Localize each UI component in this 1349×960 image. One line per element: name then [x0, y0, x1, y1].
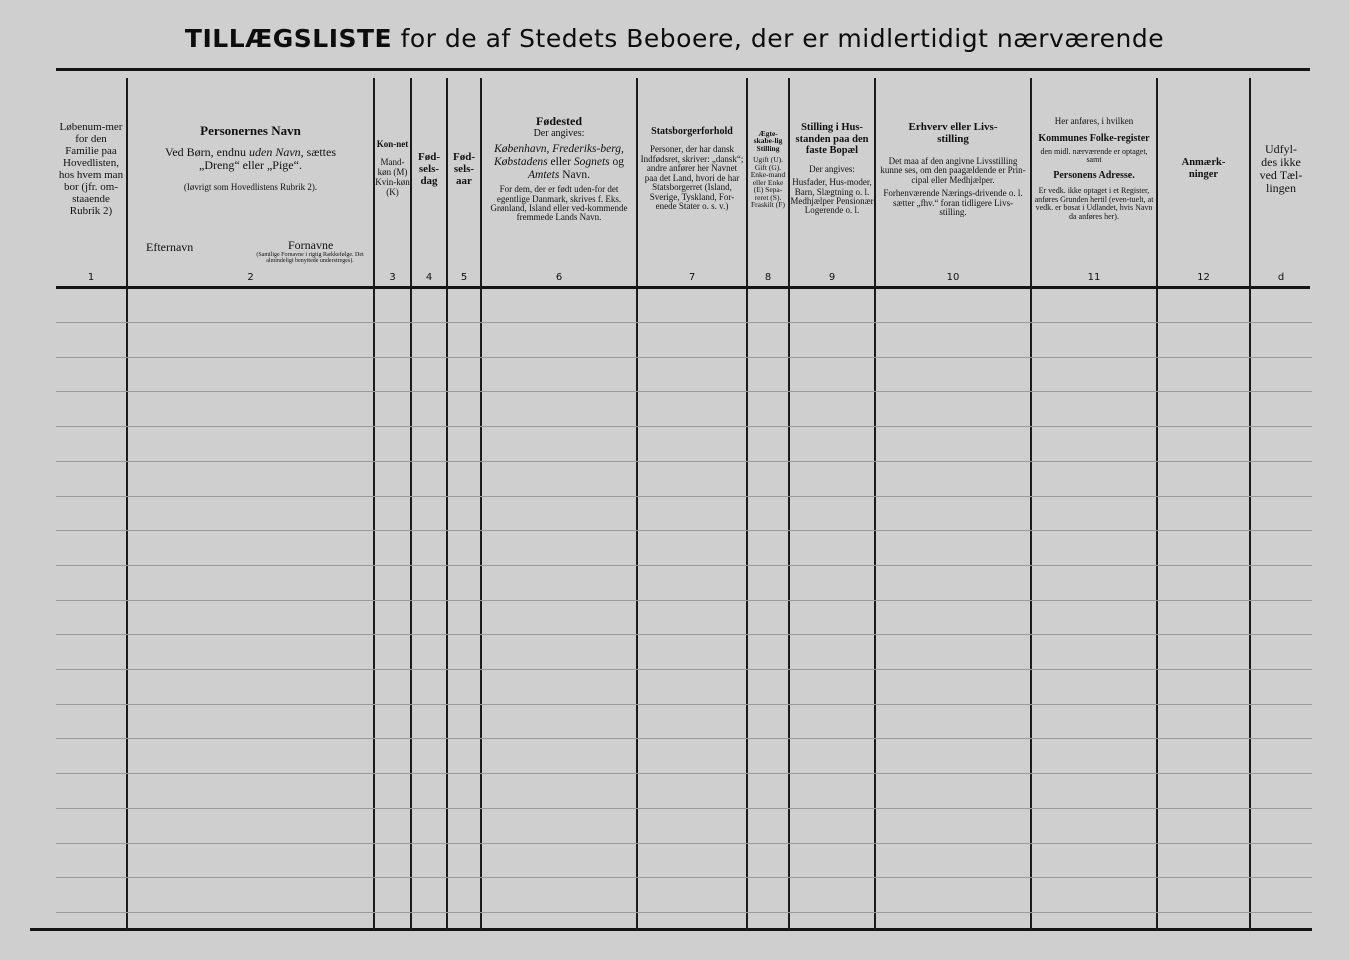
entry-row-line: [56, 912, 1312, 913]
header-col-4-text: Fød-sels-dag: [418, 150, 440, 188]
header-col-6: [482, 78, 636, 260]
header-col-6-ital2: Sognets: [573, 155, 610, 168]
header-col-6-navn: Navn.: [562, 168, 590, 181]
header-col-11-title: Kommunes Folke-register: [1038, 132, 1150, 144]
header-col-7-title: Statsborgerforhold: [651, 126, 733, 138]
col-number-8: 8: [764, 272, 772, 283]
header-col-11: [1032, 78, 1156, 260]
col-number-11: 11: [1087, 272, 1101, 283]
col-number-4: 4: [425, 272, 433, 283]
col-number-5: 5: [460, 272, 468, 283]
header-col-6-og: og: [612, 155, 624, 168]
header-col-11-top: Her anføres, i hvilken: [1054, 116, 1134, 127]
header-col-10-p1: Det maa af den angivne Livsstilling kunne ses, om den paagældende er Prin-cipal eller Medhjælper.: [880, 155, 1026, 185]
header-col-3-title: Kon-net: [376, 139, 409, 150]
entry-row-line: [56, 773, 1312, 774]
entry-row-line: [56, 496, 1312, 497]
entry-row-line: [56, 704, 1312, 705]
entry-row-line: [56, 322, 1312, 323]
header-col-2-title: Personernes Navn: [200, 123, 301, 138]
header-col-6-ital1: København, Frederiks-berg, Købstadens: [493, 143, 624, 168]
header-col-11-title2: Personens Adresse.: [1053, 170, 1135, 182]
header-col-11-mid: den midl. nærværende er optaget, samt: [1040, 146, 1148, 164]
col-number-3: 3: [389, 272, 396, 283]
entry-row-line: [56, 843, 1312, 844]
header-col-6-sub: Der angives:: [533, 128, 585, 140]
header-col-9-sub: Der angives:: [809, 163, 855, 174]
col-number-9: 9: [828, 272, 836, 283]
header-col-6-eller: eller: [550, 155, 571, 168]
entry-row-line: [56, 600, 1312, 601]
col-number-10: 10: [946, 272, 960, 283]
header-col-2-sub-left: Efternavn: [146, 240, 194, 254]
header-col-8-body: Ugift (U). Gift (G). Enke-mand eller Enke (E) Sepa-reret (S). Fraskilt (F): [750, 155, 786, 209]
header-col-d-text: Udfyl-des ikke ved Tæl-lingen: [1259, 141, 1303, 196]
header-col-2-line1b: uden Navn,: [249, 145, 304, 160]
col-number-6: 6: [555, 272, 563, 283]
entry-row-line: [56, 808, 1312, 809]
header-col-2-line2: „Dreng“ eller „Pige“.: [199, 158, 302, 173]
header-col-10-p2: Forhenværende Nærings-drivende o. l. sætter „fhv.“ foran tidligere Livs-stilling.: [883, 188, 1023, 217]
header-col-8-title: Ægte-skabe-lig Stilling: [753, 128, 783, 153]
header-col-6-ital3: Amtets: [528, 168, 560, 181]
col-number-2: 2: [247, 272, 254, 283]
entry-row-line: [56, 565, 1312, 566]
entry-row-line: [56, 391, 1312, 392]
entry-row-line: [56, 634, 1312, 635]
form-title-rest: for de af Stedets Beboere, der er midlertidigt nærværende: [392, 24, 1165, 53]
header-col-10: [876, 78, 1030, 260]
col-number-7: 7: [688, 272, 696, 283]
header-col-5: [448, 78, 480, 260]
header-col-1: [56, 78, 126, 260]
header-col-2-line1c: sættes: [306, 145, 336, 160]
form-title-bold: TILLÆGSLISTE: [184, 24, 393, 53]
header-col-8: [748, 78, 788, 260]
header-col-3-body: Mand-køn (M) Kvin-køn (K): [375, 157, 410, 197]
header-col-2-note: (Iøvrigt som Hovedlistens Rubrik 2).: [183, 181, 318, 192]
col-number-d: d: [1277, 272, 1285, 283]
header-col-6-title: Fødested: [536, 114, 582, 129]
header-col-2-sub-right-note: (Samtlige Fornavne i rigtig Rækkefølge. Det almindeligt benyttede understreges).: [256, 252, 364, 264]
entry-row-line: [56, 669, 1312, 670]
header-col-4: [412, 78, 446, 260]
header-col-2-sub-right: Fornavne: [288, 238, 334, 252]
header-col-9-title: Stilling i Hus-standen paa den faste Bopæl: [795, 122, 869, 157]
entry-row-line: [56, 461, 1312, 462]
header-col-3: [375, 78, 410, 260]
entry-row-line: [56, 738, 1312, 739]
header-col-9-body: Husfader, Hus-moder, Barn, Slægtning o. l. Medhjælper Pensionær Logerende o. l.: [790, 177, 874, 216]
header-col-d: [1251, 78, 1311, 260]
col-number-1: 1: [87, 272, 95, 283]
header-col-5-text: Fød-sels-aar: [453, 150, 475, 188]
header-col-9: [790, 78, 874, 260]
header-col-12: [1158, 78, 1249, 260]
header-col-7: [638, 78, 746, 260]
header-bottom-rule: [56, 286, 1310, 289]
form-title: [0, 24, 1349, 53]
top-rule: [56, 68, 1310, 71]
header-col-2-line1a: Ved Børn, endnu: [165, 145, 246, 160]
header-col-7-body: Personer, der har dansk Indfødsret, skriver: „dansk“; andre anfører her Navnet paa det Land, hvori de har Statsborgerret (Island, Sverige, Tyskland, For-enede Stater o. s. v.): [640, 144, 744, 212]
header-col-2: [128, 78, 373, 260]
header-col-10-title: Erhverv eller Livs-stilling: [908, 120, 998, 145]
bottom-rule: [30, 928, 1312, 931]
header-col-6-p1: [482, 143, 636, 181]
header-col-12-text: Anmærk-ninger: [1181, 157, 1226, 180]
header-col-11-body: Er vedk. ikke optaget i et Register, anføres Grunden hertil (even-tuelt, at vedk. er bosat i Udlandet, hvis Navn da anføres her).: [1034, 186, 1154, 221]
header-col-6-p2: For dem, der er født uden-for det egentlige Danmark, skrives f. Eks. Grønland, Island eller ved-kommende fremmede Lands Navn.: [490, 184, 628, 223]
col-number-12: 12: [1197, 272, 1210, 283]
entry-row-line: [56, 877, 1312, 878]
entry-row-line: [56, 357, 1312, 358]
entry-row-line: [56, 530, 1312, 531]
header-col-1-text: Løbenum-mer for den Familie paa Hovedlisten, hos hvem man bor (jfr. om-staaende Rubrik 2): [58, 120, 124, 218]
entry-row-line: [56, 426, 1312, 427]
